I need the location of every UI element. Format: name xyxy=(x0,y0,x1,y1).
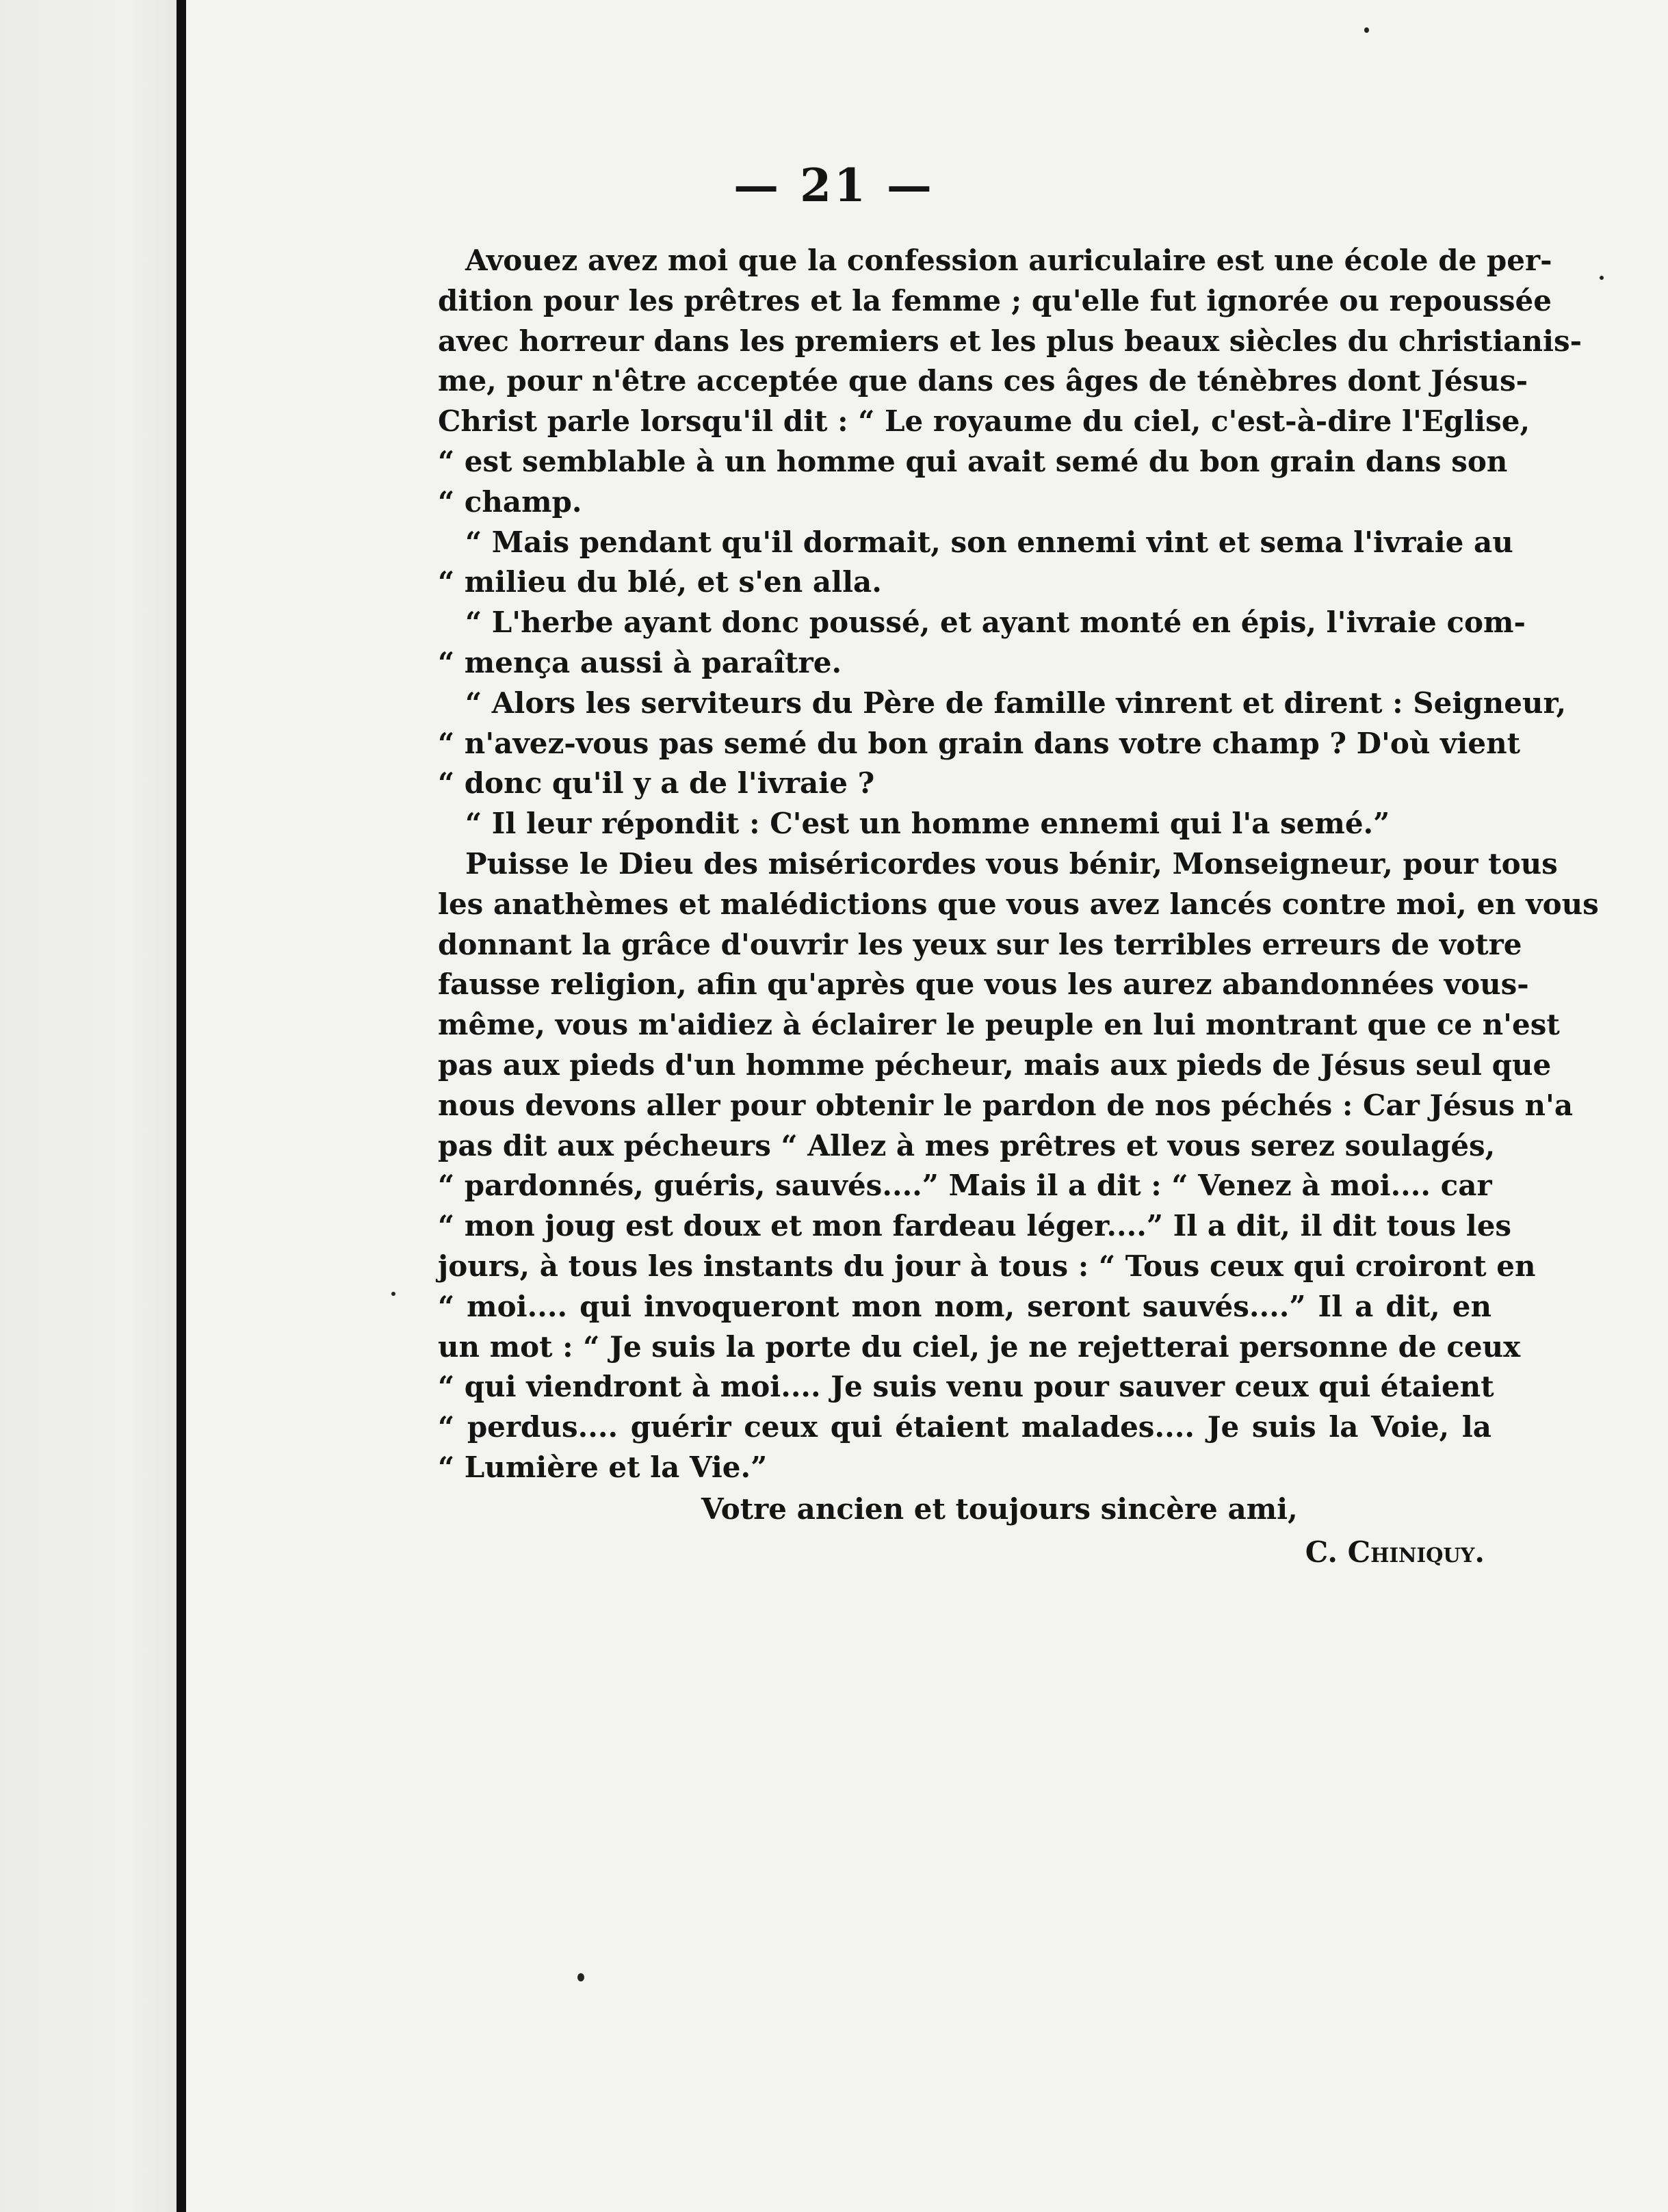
scan-speck xyxy=(1600,276,1604,280)
text-line: avec horreur dans les premiers et les plus beaux siècles du christianis- xyxy=(438,324,1582,358)
text-line: “ Mais pendant qu'il dormait, son ennemi vint et sema l'ivraie au xyxy=(465,525,1513,559)
body-lines xyxy=(438,241,1599,1488)
text-line: “ n'avez-vous pas semé du bon grain dans votre champ ? D'où vient xyxy=(438,726,1521,760)
scan-speck xyxy=(577,1973,584,1981)
page-margin-left xyxy=(0,0,183,2212)
text-line: me, pour n'être acceptée que dans ces âges de ténèbres dont Jésus- xyxy=(438,364,1528,398)
text-line: Puisse le Dieu des miséricordes vous bénir, Monseigneur, pour tous xyxy=(465,846,1558,881)
binding-spine xyxy=(177,0,186,2212)
scan-speck xyxy=(1364,27,1369,33)
text-line: “ milieu du blé, et s'en alla. xyxy=(438,565,882,599)
text-line: fausse religion, afin qu'après que vous les aurez abandonnées vous- xyxy=(438,967,1529,1002)
text-line: les anathèmes et malédictions que vous avez lancés contre moi, en vous xyxy=(438,887,1599,921)
text-line: “ donc qu'il y a de l'ivraie ? xyxy=(438,766,875,801)
closing-salutation: Votre ancien et toujours sincère ami, xyxy=(701,1492,1298,1526)
text-line: “ moi.... qui invoqueront mon nom, seront sauvés....” Il a dit, en xyxy=(438,1289,1491,1323)
text-line: jours, à tous les instants du jour à tous : “ Tous ceux qui croiront en xyxy=(438,1249,1536,1283)
text-line: “ qui viendront à moi.... Je suis venu pour sauver ceux qui étaient xyxy=(438,1370,1494,1404)
text-line: donnant la grâce d'ouvrir les yeux sur les terribles erreurs de votre xyxy=(438,927,1522,961)
text-line: “ pardonnés, guéris, sauvés....” Mais il a dit : “ Venez à moi.... car xyxy=(438,1169,1492,1203)
text-line: dition pour les prêtres et la femme ; qu'elle fut ignorée ou repoussée xyxy=(438,283,1552,317)
text-line: même, vous m'aidiez à éclairer le peuple en lui montrant que ce n'est xyxy=(438,1008,1560,1042)
text-line: “ perdus.... guérir ceux qui étaient malades.... Je suis la Voie, la xyxy=(438,1410,1491,1444)
text-line: “ Alors les serviteurs du Père de famille vinrent et dirent : Seigneur, xyxy=(465,686,1567,720)
text-line: un mot : “ Je suis la porte du ciel, je ne rejetterai personne de ceux xyxy=(438,1329,1521,1364)
text-line: pas dit aux pécheurs “ Allez à mes prêtres et vous serez soulagés, xyxy=(438,1128,1496,1162)
text-line: “ est semblable à un homme qui avait semé du bon grain dans son xyxy=(438,444,1508,478)
page-number: — 21 — xyxy=(733,159,935,212)
text-line: “ mença aussi à paraître. xyxy=(438,645,842,679)
scan-speck xyxy=(391,1292,395,1296)
text-line: “ L'herbe ayant donc poussé, et ayant monté en épis, l'ivraie com- xyxy=(465,606,1526,640)
text-line: Christ parle lorsqu'il dit : “ Le royaume du ciel, c'est-à-dire l'Eglise, xyxy=(438,404,1530,439)
text-line: Avouez avez moi que la confession auriculaire est une école de per- xyxy=(465,244,1552,277)
text-line: “ Il leur répondit : C'est un homme ennemi qui l'a semé.” xyxy=(465,807,1390,841)
text-line: “ Lumière et la Vie.” xyxy=(438,1450,768,1484)
text-line: pas aux pieds d'un homme pécheur, mais aux pieds de Jésus seul que xyxy=(438,1048,1552,1082)
letter-body xyxy=(438,241,1599,1572)
closing-signature: C. Chiniquy. xyxy=(1305,1535,1485,1569)
text-line: nous devons aller pour obtenir le pardon de nos péchés : Car Jésus n'a xyxy=(438,1088,1574,1122)
text-line: “ mon joug est doux et mon fardeau léger....” Il a dit, il dit tous les xyxy=(438,1209,1512,1243)
text-line: “ champ. xyxy=(438,484,582,519)
